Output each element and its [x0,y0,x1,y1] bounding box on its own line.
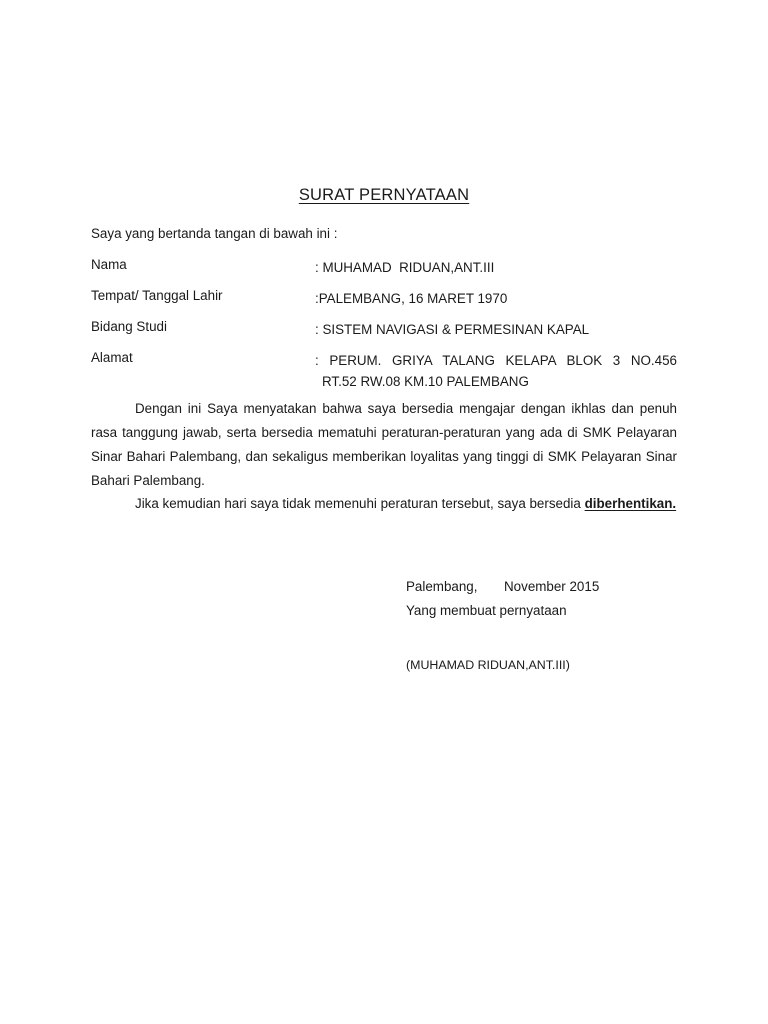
field-label-nama: Nama [91,257,127,272]
signature-role: Yang membuat pernyataan [406,603,567,618]
field-value-alamat [315,350,677,392]
signature-place-date [406,579,599,594]
paragraph-consequence-text: Jika kemudian hari saya tidak memenuhi peraturan tersebut, saya bersedia [135,496,581,511]
signature-place: Palembang, [406,579,478,594]
field-label-alamat: Alamat [91,350,133,365]
field-label-bidang: Bidang Studi [91,319,167,334]
field-value-alamat-line2: RT.52 RW.08 KM.10 PALEMBANG [322,374,529,389]
signature-date: November 2015 [504,579,600,594]
paragraph-statement-text: Dengan ini Saya menyatakan bahwa saya bersedia mengajar dengan ikhlas dan penuh rasa tanggung jawab, serta bersedia mematuhi peraturan-peraturan yang ada di SMK Pelayaran Sinar Bahari Palembang, dan sekaligus memberikan loyalitas yang tinggi di SMK Pelayaran Sinar Bahari Palembang. [91,401,677,488]
field-value-bidang: : SISTEM NAVIGASI & PERMESINAN KAPAL [315,322,590,337]
field-label-ttl: Tempat/ Tanggal Lahir [91,288,223,303]
emphasis-diberhentikan: diberhentikan. [584,496,677,511]
field-value-ttl: :PALEMBANG, 16 MARET 1970 [315,291,508,306]
paragraph-statement [91,397,677,493]
field-value-nama: : MUHAMAD RIDUAN,ANT.III [315,260,495,275]
intro-text: Saya yang bertanda tangan di bawah ini : [91,226,338,241]
document-title: SURAT PERNYATAAN [298,186,470,204]
field-value-alamat-line1: : PERUM. GRIYA TALANG KELAPA BLOK 3 NO.456 [315,353,677,368]
signature-name: (MUHAMAD RIDUAN,ANT.III) [406,658,570,672]
paragraph-consequence [91,492,677,516]
